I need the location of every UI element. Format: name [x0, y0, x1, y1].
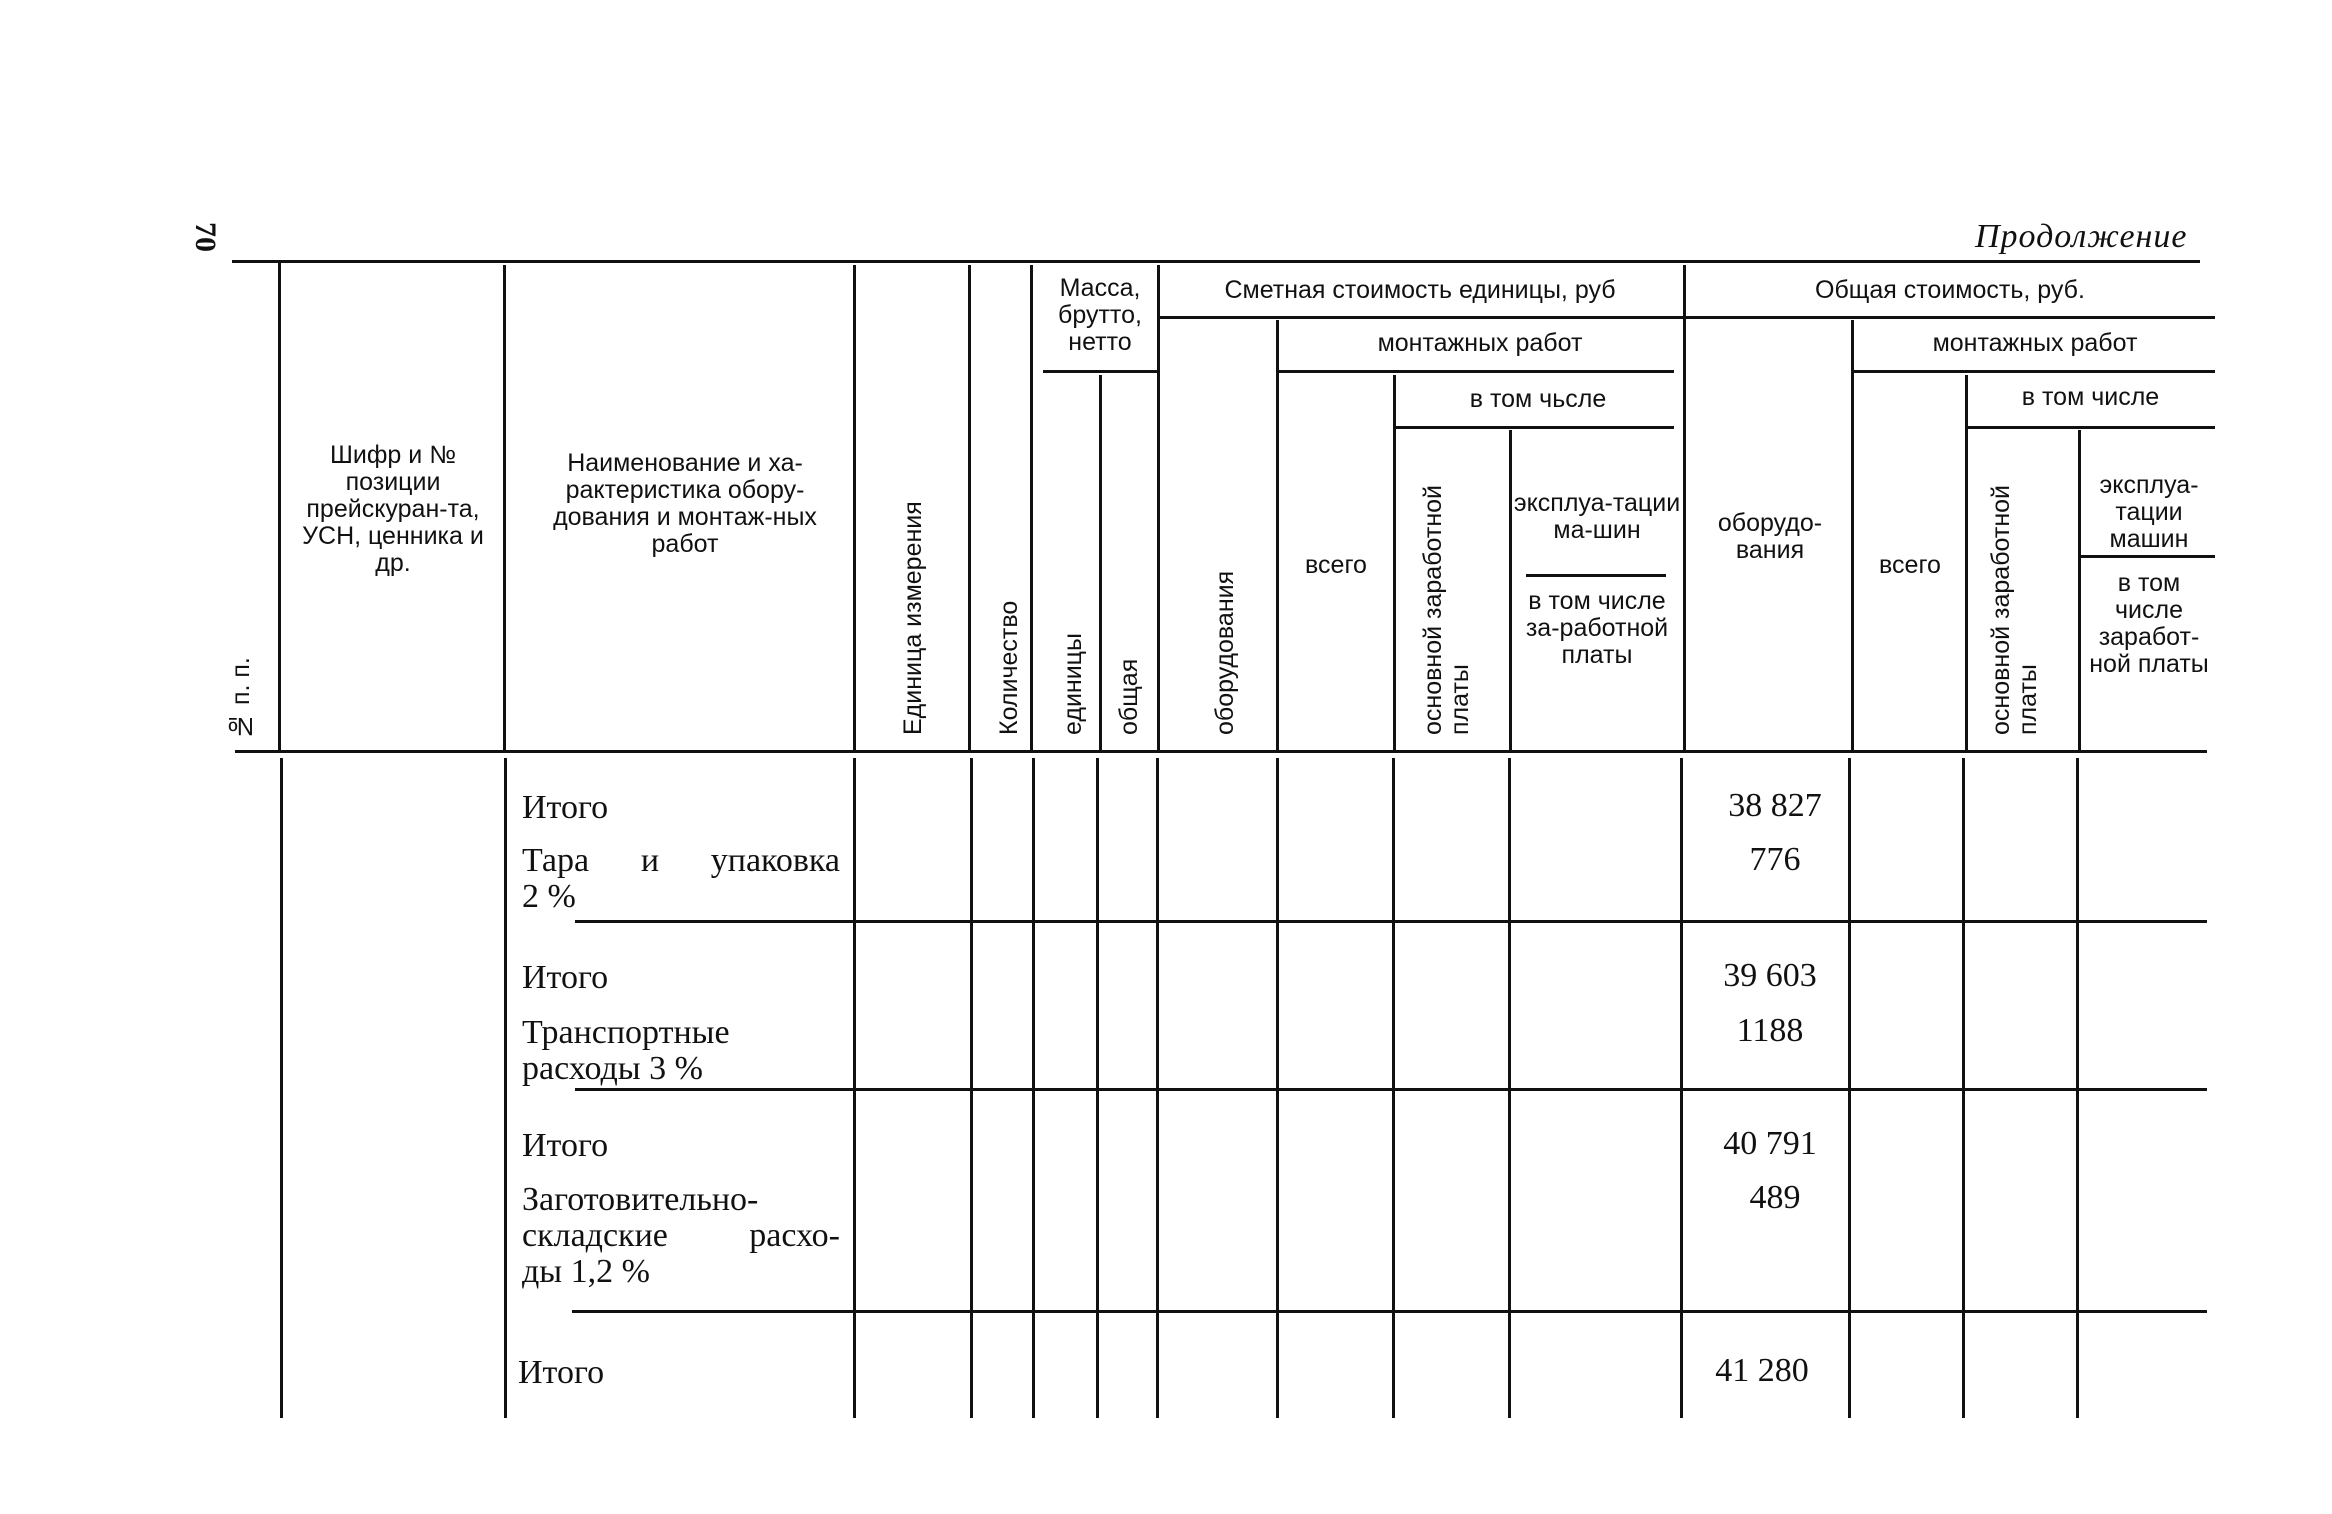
body-col-line: [280, 758, 283, 1418]
header-total-cost-equipment: оборудо-вания: [1717, 509, 1823, 564]
header-unit-cost-incl: в том чьсле: [1469, 385, 1607, 413]
group-rule: [575, 920, 2207, 923]
col-line: [278, 262, 281, 752]
sub-rule: [1157, 316, 1683, 319]
sub-rule: [1278, 370, 1674, 373]
sub-rule: [1853, 370, 2215, 373]
row-equipment-total: 38 827: [1728, 787, 1822, 824]
header-unit-cost-mounting: монтажных работ: [1377, 329, 1583, 357]
group-rule: [575, 1088, 2207, 1091]
col-line: [503, 265, 506, 752]
col-line: [1276, 320, 1279, 752]
col-line: [1851, 320, 1854, 752]
sub-rule: [1968, 426, 2215, 429]
col-line: [968, 265, 971, 752]
header-name: Наименование и ха-рактеристика обору-дования и монтаж-ных работ: [553, 449, 817, 558]
row-name: Тара и упаковка: [522, 842, 840, 879]
body-col-line: [504, 758, 507, 1418]
row-name: Заготовительно-: [522, 1181, 759, 1218]
col-line: [1683, 265, 1686, 752]
continuation-label: Продолжение: [1975, 218, 2188, 255]
header-bottom-rule: [235, 750, 2207, 753]
header-mass: Масса, брутто, нетто: [1058, 274, 1142, 356]
row-name: Итого: [522, 959, 609, 996]
header-unit: Единица измерения: [899, 501, 927, 735]
page-number: 70: [189, 222, 222, 252]
row-name-line2: расходы 3 %: [522, 1050, 703, 1087]
row-equipment-total: 1188: [1736, 1012, 1804, 1049]
header-total-cost-machine: эксплуа-тации машин: [2099, 471, 2199, 553]
row-equipment-total: 41 280: [1715, 1352, 1809, 1389]
row-name: Итого: [522, 789, 609, 826]
row-equipment-total: 489: [1749, 1179, 1801, 1216]
header-mass-total: общая: [1115, 658, 1143, 735]
col-line: [853, 265, 856, 752]
sub-rule: [1526, 574, 1666, 577]
row-equipment-total: 776: [1749, 841, 1801, 878]
row-name-line2: 2 %: [522, 878, 576, 915]
col-line: [1099, 375, 1102, 752]
sub-rule: [1685, 316, 2215, 319]
top-rule: [232, 260, 2200, 263]
header-unit-cost: Сметная стоимость единицы, руб: [1224, 276, 1616, 304]
header-row-no: № п. п.: [227, 657, 255, 740]
row-name: Итого: [518, 1354, 605, 1391]
header-unit-cost-basic-wage: основной заработной платы: [1419, 485, 1474, 735]
header-total-cost-basic-wage: основной заработной платы: [1987, 485, 2042, 735]
header-unit-cost-total: всего: [1305, 551, 1367, 579]
header-unit-cost-machine: эксплуа-тации ма-шин: [1513, 489, 1681, 544]
header-total-cost-incl: в том числе: [2021, 383, 2160, 411]
header-total-cost: Общая стоимость, руб.: [1815, 276, 2085, 304]
sub-rule: [1396, 426, 1674, 429]
row-name: Итого: [522, 1127, 609, 1164]
group-rule: [572, 1310, 2207, 1313]
row-name: Транспортные: [522, 1014, 730, 1051]
header-total-cost-machine-wage: в том числе заработ-ной платы: [2089, 569, 2209, 678]
row-equipment-total: 40 791: [1723, 1125, 1817, 1162]
header-code: Шифр и № позиции прейскуран-та, УСН, ценника и др.: [302, 441, 484, 577]
row-name-line3: ды 1,2 %: [522, 1253, 650, 1290]
col-line: [1030, 265, 1033, 752]
header-total-cost-total: всего: [1879, 551, 1941, 579]
header-unit-cost-machine-wage: в том числе за-работной платы: [1525, 587, 1669, 669]
col-line: [1965, 375, 1968, 752]
col-line: [2078, 430, 2081, 752]
col-line: [1393, 375, 1396, 752]
header-mass-unit: единицы: [1059, 633, 1087, 735]
header-qty: Количество: [995, 600, 1023, 735]
header-unit-cost-equipment: оборудования: [1211, 570, 1239, 735]
sub-rule: [1043, 370, 1159, 373]
row-equipment-total: 39 603: [1723, 957, 1817, 994]
header-total-cost-mounting: монтажных работ: [1932, 329, 2138, 357]
row-name-line2: складские расхо-: [522, 1217, 840, 1254]
sub-rule: [2080, 555, 2215, 558]
